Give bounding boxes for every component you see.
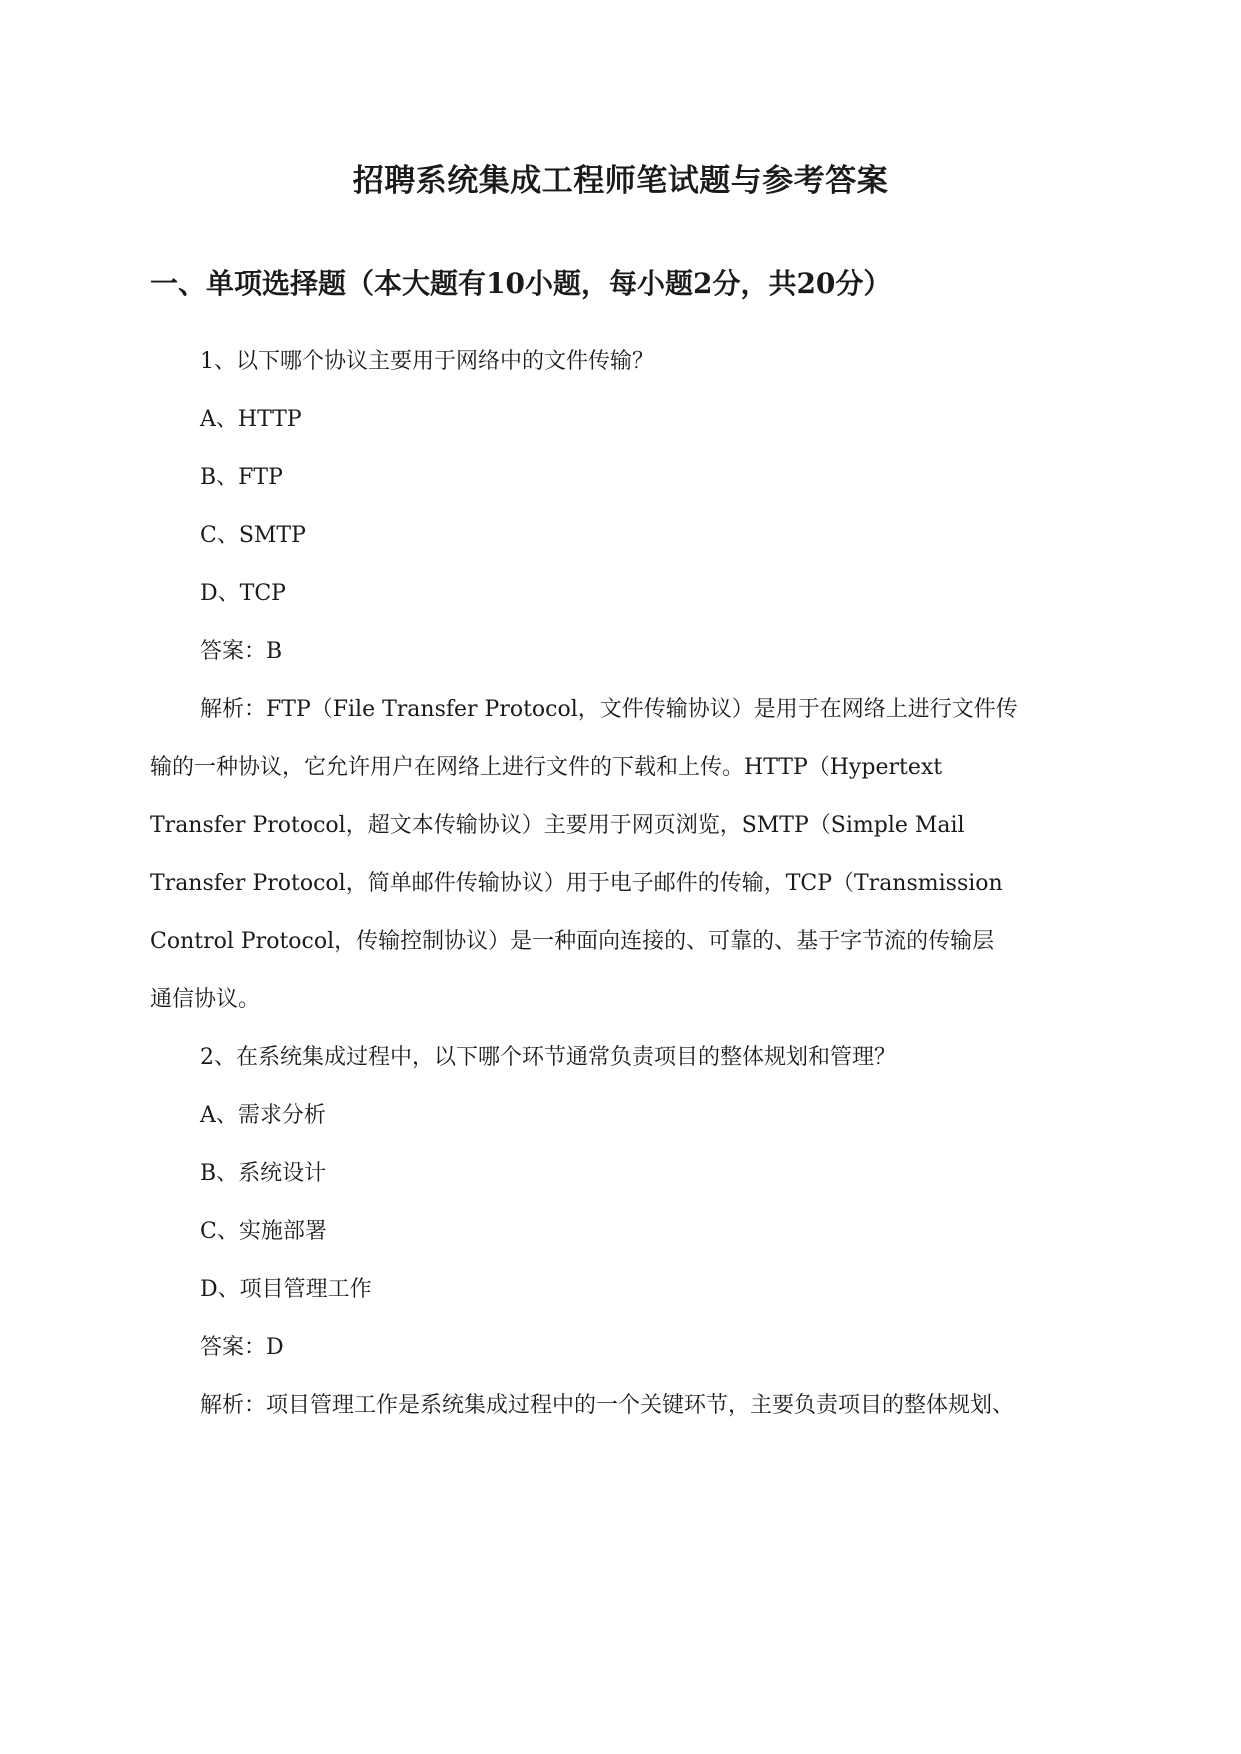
option-a: A、HTTP — [200, 407, 302, 432]
question-text: 2、在系统集成过程中，以下哪个环节通常负责项目的整体规划和管理？ — [200, 1045, 896, 1070]
option-b: B、系统设计 — [200, 1161, 327, 1186]
answer-text: 答案：D — [200, 1335, 284, 1360]
option-d: D、项目管理工作 — [200, 1277, 372, 1302]
question-text: 1、以下哪个协议主要用于网络中的文件传输？ — [200, 349, 654, 374]
analysis-line: 解析：项目管理工作是系统集成过程中的一个关键环节，主要负责项目的整体规划、 — [200, 1393, 1015, 1418]
section-heading: 一、单项选择题（本大题有10小题，每小题2分，共20分） — [150, 267, 892, 300]
option-c: C、实施部署 — [200, 1219, 327, 1244]
answer-text: 答案：B — [200, 639, 283, 664]
analysis-line: Transfer Protocol，简单邮件传输协议）用于电子邮件的传输，TCP（Transmission — [150, 871, 1003, 896]
document-title: 招聘系统集成工程师笔试题与参考答案 — [352, 163, 889, 199]
analysis-line: 解析：FTP（File Transfer Protocol，文件传输协议）是用于在网络上进行文件传 — [200, 697, 1018, 722]
option-b: B、FTP — [200, 465, 283, 490]
analysis-line: Control Protocol，传输控制协议）是一种面向连接的、可靠的、基于字节流的传输层 — [150, 929, 995, 954]
analysis-line: 输的一种协议，它允许用户在网络上进行文件的下载和上传。HTTP（Hypertext — [150, 755, 943, 780]
analysis-line: 通信协议。 — [150, 987, 261, 1012]
option-c: C、SMTP — [200, 523, 306, 548]
option-a: A、需求分析 — [200, 1103, 326, 1128]
analysis-line: Transfer Protocol，超文本传输协议）主要用于网页浏览，SMTP（Simple Mail — [150, 813, 965, 838]
option-d: D、TCP — [200, 581, 286, 606]
